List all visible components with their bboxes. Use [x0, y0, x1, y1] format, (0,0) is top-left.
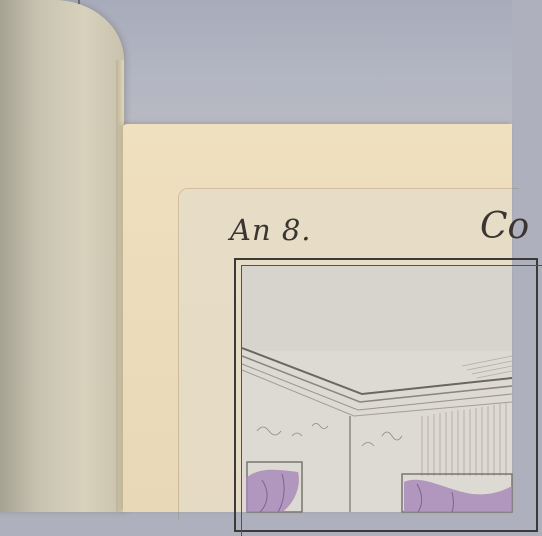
plate-heading-right: Co	[480, 206, 530, 247]
ceiling	[242, 266, 512, 351]
left-page-curl	[0, 0, 124, 512]
engraving-illustration	[242, 266, 512, 512]
engraving-svg	[242, 266, 512, 512]
plate-heading-left: An 8.	[230, 213, 312, 247]
